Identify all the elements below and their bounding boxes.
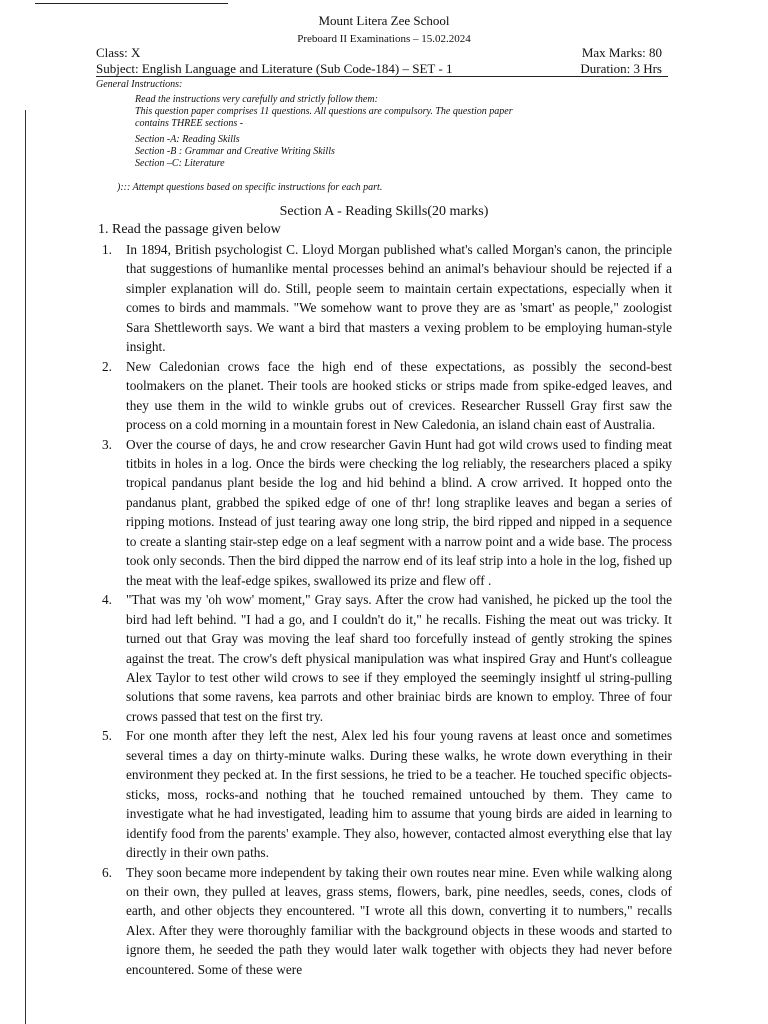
paragraph-number: 3.	[102, 436, 112, 452]
paragraph-text: "That was my 'oh wow' moment," Gray says. After the crow had vanished, he picked up the tool the bird had left behind. "I had a go, and I couldn't do it," he recalls. Fishing the meat out was tricky. It turned out that Gray was moving the leaf shard too forcefully instead of gently stroking the spines against the treat. The crow's deft physical manipulation was what inspired Gray and Hunt's colleague Alex Taylor to test other wild crows to see if they employed the seemingly insightf ul string-pulling solutions that some ravens, kea parrots and other brainiac birds are known to employ. Three of four crows passed that test on the first try.	[126, 592, 672, 724]
paragraph	[102, 726, 672, 862]
header-row-2	[96, 61, 662, 77]
paragraph-text: They soon became more independent by taking their own routes near mine. Even while walking along on their own, they pulled at leaves, grass stems, flowers, bark, pine needles, seeds, cones, clods of earth, and other objects they encountered. "I wrote all this down, converting it to numbers," recalls Alex. After they were thoroughly familiar with the background objects in these woods and started to ignore them, he seeded the path they would later walk together with objects they had never before encountered. Some of these were	[126, 864, 672, 977]
paragraph-number: 2.	[102, 358, 112, 374]
instruction-item: Read the instructions very carefully and strictly follow them:	[135, 94, 378, 105]
paragraph	[102, 357, 672, 435]
paragraph	[102, 863, 672, 980]
paragraph	[102, 435, 672, 591]
paragraph	[102, 240, 672, 357]
instruction-item: Section -A: Reading Skills	[135, 134, 240, 145]
paragraph	[102, 590, 672, 726]
header-row-1	[96, 45, 662, 61]
instruction-item: Section –C: Literature	[135, 158, 225, 169]
paragraph-text: In 1894, British psychologist C. Lloyd Morgan published what's called Morgan's canon, the principle that suggestions of humanlike mental processes behind an animal's behaviour should be rejected if a simpler explanation will do. Still, people seem to maintain certain expectations, especially when it comes to birds and mammals. "We somehow want to prove they are as 'smart' as people," zoologist Sara Shettleworth says. We want a bird that masters a vexing problem to be employing human-style insight.	[126, 242, 672, 355]
instructions-list	[135, 94, 555, 170]
question-label: 1. Read the passage given below	[98, 222, 281, 237]
header-divider	[96, 76, 668, 77]
school-name: Mount Litera Zee School	[318, 13, 450, 28]
margin-rule	[25, 110, 26, 1024]
exam-title: Preboard II Examinations – 15.02.2024	[297, 33, 471, 45]
paragraph-number: 4.	[102, 592, 112, 608]
paragraph-text: New Caledonian crows face the high end of these expectations, as possibly the second-best toolmakers on the planet. Their tools are hooked sticks or strips made from spike-edged leaves, and they use them in the wild to winkle grubs out of crevices. Researcher Russell Gray first saw the process on a cold morning in a mountain forest in New Caledonia, an island chain east of Australia.	[126, 358, 672, 433]
max-marks: Max Marks: 80	[581, 45, 662, 60]
instruction-item: This question paper comprises 11 questions. All questions are compulsory. The question paper	[135, 106, 513, 117]
paragraph-number: 5.	[102, 728, 112, 744]
class-label: Class: X	[96, 45, 141, 60]
paragraph-text: Over the course of days, he and crow researcher Gavin Hunt had got wild crows used to finding meat titbits in holes in a log. Once the birds were checking the log reliably, the researchers placed a spiky tropical pandanus plant beside the log and hid behind a blind. A crow arrived. It hopped onto the pandanus plant, grabbed the spiked edge of one of thr! long straplike leaves and began a series of ripping motions. Instead of just tearing away one long strip, the bird ripped and nipped in a sequence to create a slanting stair-step edge on a leaf segment with a narrow point and a wide base. The process took only seconds. Then the bird dipped the narrow end of its leaf strip into a hole in the log, fished up the meat with the leaf-edge spikes, swallowed its prize and flew off .	[126, 436, 672, 588]
instruction-item: contains THREE sections -	[135, 118, 244, 129]
duration: Duration: 3 Hrs	[580, 61, 662, 76]
top-rule	[35, 3, 228, 4]
paragraph-number: 6.	[102, 864, 112, 880]
passage	[102, 240, 672, 979]
instruction-final: )::: Attempt questions based on specific instructions for each part.	[117, 182, 383, 193]
paragraph-number: 1.	[102, 242, 112, 257]
subject-label: Subject: English Language and Literature (Sub Code-184) – SET - 1	[96, 61, 453, 76]
instructions-title: General Instructions:	[96, 79, 183, 90]
instruction-item: Section -B : Grammar and Creative Writing Skills	[135, 146, 335, 157]
paragraph-text: For one month after they left the nest, Alex led his four young ravens at least once and sometimes several times a day on thirty-minute walks. During these walks, he wrote down everything in their environment they pecked at. In the first sessions, he tried to be a teacher. He touched specific objects- sticks, moss, rocks-and nothing that he touched remained untouched by them. They came to investigate what he had investigated, leading him to assume that young birds are aided in learning to identify food from the parents' example. They also, however, contacted almost everything else that lay directly in their own paths.	[126, 728, 672, 861]
section-title: Section A - Reading Skills(20 marks)	[279, 204, 489, 219]
